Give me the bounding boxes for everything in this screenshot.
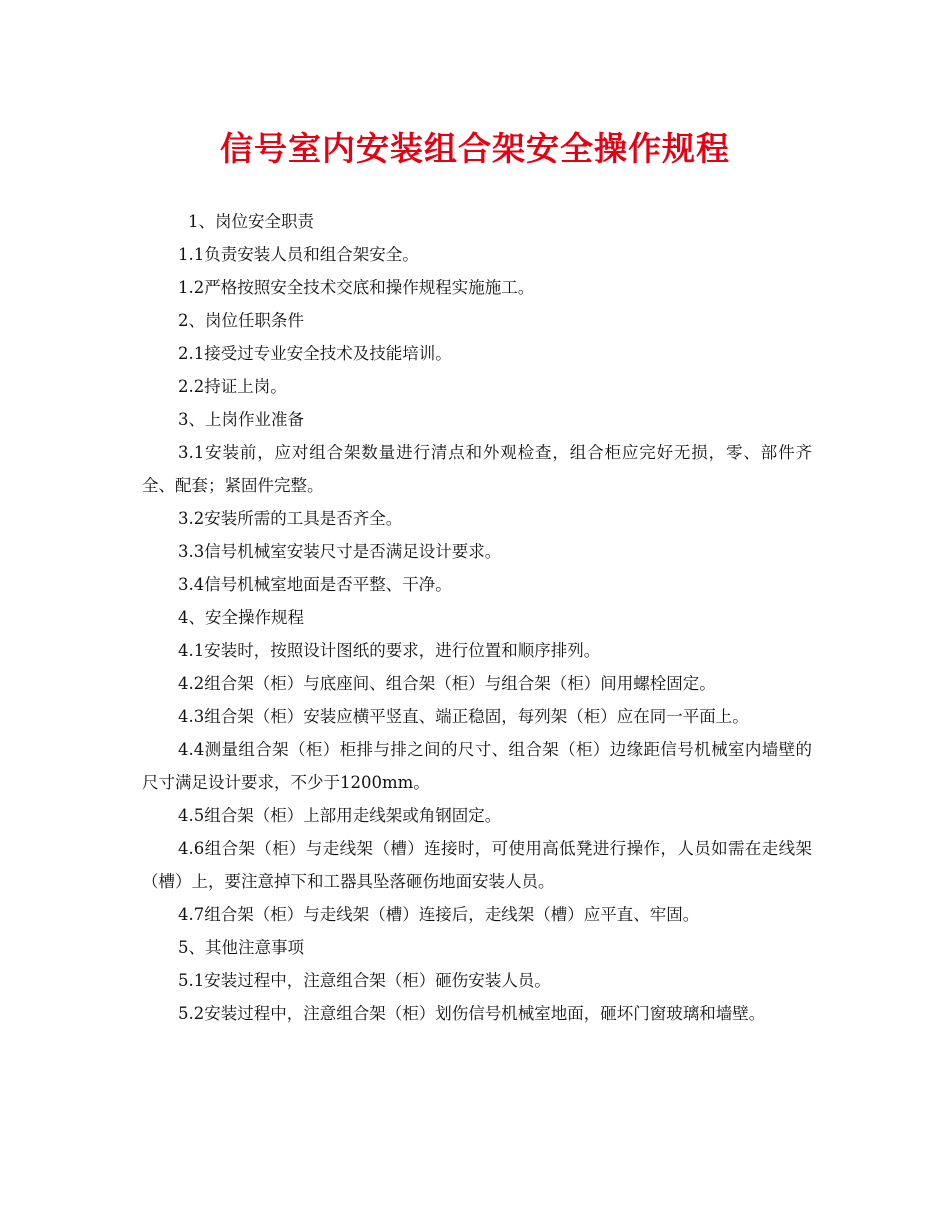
paragraph: 4.4测量组合架（柜）柜排与排之间的尺寸、组合架（柜）边缘距信号机械室内墙壁的尺寸满足设计要求，不少于1200mm。: [142, 740, 812, 792]
paragraph: 4.2组合架（柜）与底座间、组合架（柜）与组合架（柜）间用螺栓固定。: [178, 674, 716, 693]
document-body: [142, 205, 812, 1030]
paragraph: 3.3信号机械室安装尺寸是否满足设计要求。: [178, 542, 502, 561]
paragraph: 4.5组合架（柜）上部用走线架或角钢固定。: [178, 806, 502, 825]
document-title: 信号室内安装组合架安全操作规程: [220, 129, 730, 168]
paragraph: 5.1安装过程中，注意组合架（柜）砸伤安装人员。: [178, 971, 551, 990]
paragraph: 5.2安装过程中，注意组合架（柜）划伤信号机械室地面，砸坏门窗玻璃和墙壁。: [178, 1004, 766, 1023]
paragraph: 1.2严格按照安全技术交底和操作规程实施施工。: [178, 278, 535, 297]
section-heading: 1、岗位安全职责: [188, 212, 314, 231]
section-heading: 5、其他注意事项: [178, 938, 304, 957]
paragraph: 3.2安装所需的工具是否齐全。: [178, 509, 403, 528]
paragraph: 3.4信号机械室地面是否平整、干净。: [178, 575, 452, 594]
paragraph: 4.1安装时，按照设计图纸的要求，进行位置和顺序排列。: [178, 641, 601, 660]
paragraph: 4.7组合架（柜）与走线架（槽）连接后，走线架（槽）应平直、牢固。: [178, 905, 700, 924]
section-heading: 3、上岗作业准备: [178, 410, 304, 429]
paragraph: 2.2持证上岗。: [178, 377, 287, 396]
paragraph: 1.1负责安装人员和组合架安全。: [178, 245, 419, 264]
section-heading: 4、安全操作规程: [178, 608, 304, 627]
paragraph: 4.6组合架（柜）与走线架（槽）连接时，可使用高低凳进行操作，人员如需在走线架（槽）上，要注意掉下和工器具坠落砸伤地面安装人员。: [142, 839, 812, 891]
section-heading: 2、岗位任职条件: [178, 311, 304, 330]
paragraph: 2.1接受过专业安全技术及技能培训。: [178, 344, 452, 363]
paragraph: 3.1安装前，应对组合架数量进行清点和外观检查，组合柜应完好无损，零、部件齐全、配套；紧固件完整。: [142, 443, 812, 495]
paragraph: 4.3组合架（柜）安装应横平竖直、端正稳固，每列架（柜）应在同一平面上。: [178, 707, 749, 726]
